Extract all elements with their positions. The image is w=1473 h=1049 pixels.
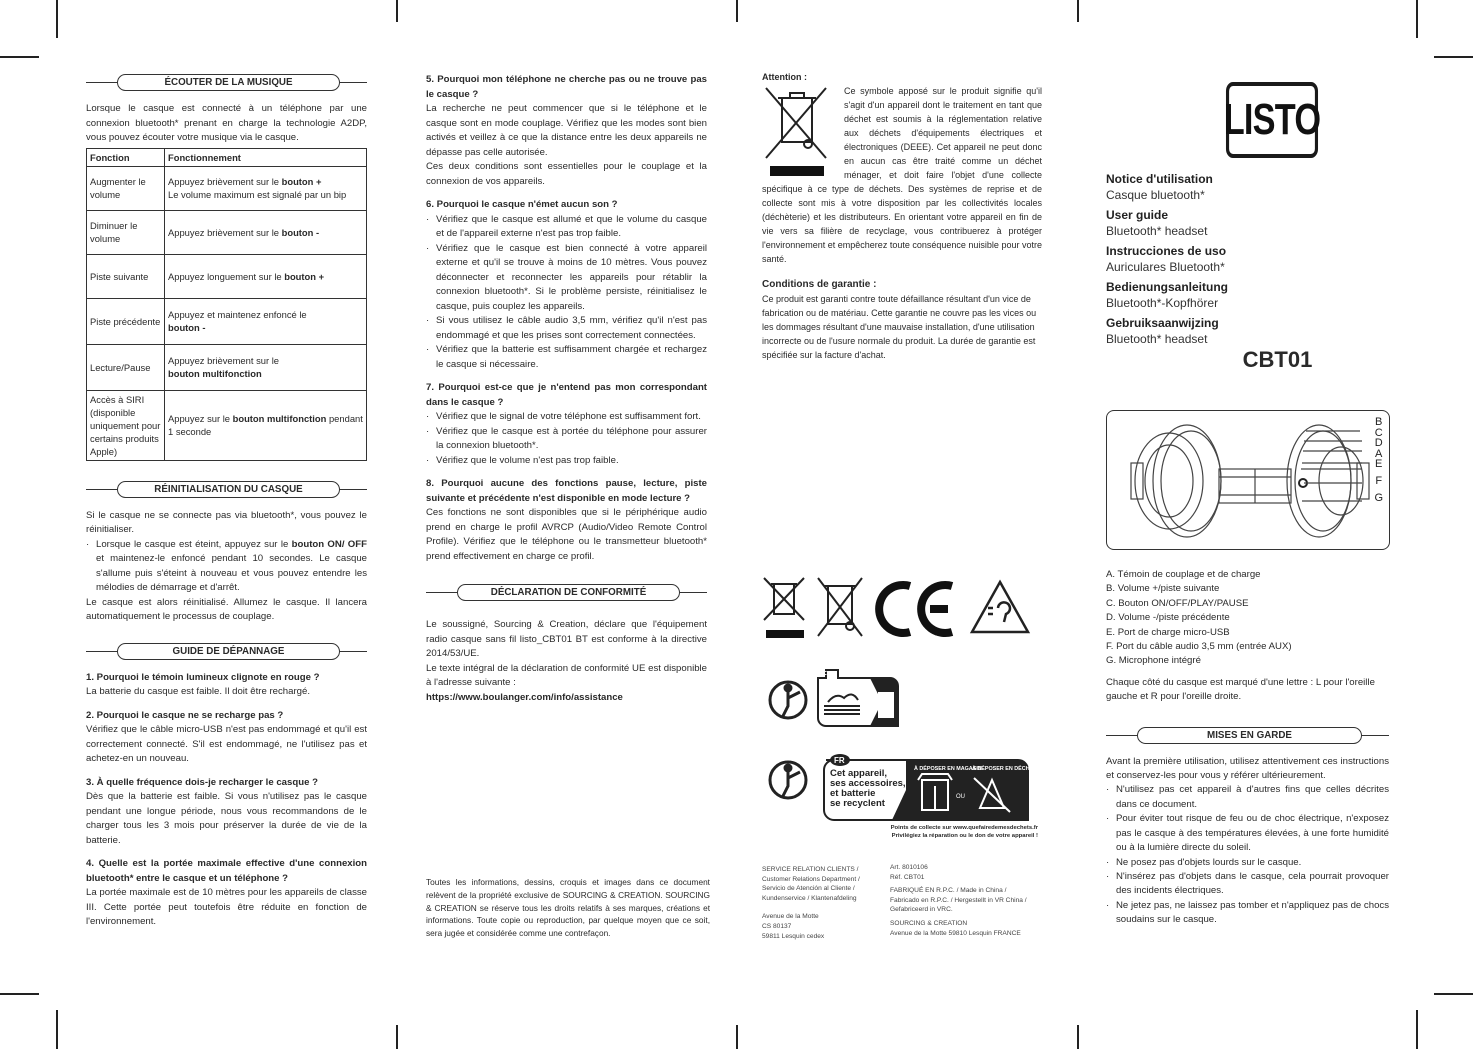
faq-bullet: · Vérifiez que le signal de votre téléphone est suffisamment fort.	[426, 410, 707, 425]
crop-mark	[0, 56, 39, 58]
crop-mark	[736, 1025, 738, 1049]
faq-bullet: · Vérifiez que le casque est allumé et que le volume du casque et de l'appareil externe n'est pas trop faible.	[426, 213, 707, 242]
warning-bullet: · N'insérez pas d'objets dans le casque, cela pourrait provoquer des incidents électriques.	[1106, 870, 1389, 899]
faq-item	[86, 776, 367, 849]
table-header: Fonction	[87, 148, 165, 166]
recycle-footer-line: Points de collecte sur www.quefairedemesdechets.fr	[890, 825, 1038, 831]
guide-title: Bedienungsanleitung	[1106, 280, 1229, 294]
crop-mark	[736, 0, 738, 22]
table-cell-function: Lecture/Pause	[87, 344, 165, 390]
legend-item: E. Port de charge micro-USB	[1106, 626, 1230, 638]
recycle-line: Cet appareil,	[830, 768, 888, 779]
reset-intro: Si le casque ne se connecte pas via bluetooth*, vous pouvez le réinitialiser.	[86, 509, 367, 535]
table-cell-function: Piste suivante	[87, 254, 165, 298]
function-table	[86, 148, 367, 461]
cell-bold: bouton multifonction	[232, 413, 327, 424]
diagram-label: B	[1375, 416, 1383, 428]
recycle-line: se recyclent	[830, 798, 885, 809]
crop-mark	[396, 1025, 398, 1049]
reference-number: Réf. CBT01	[890, 873, 925, 881]
crop-mark	[1434, 993, 1473, 995]
faq-item	[86, 671, 367, 700]
attention-text: Ce symbole apposé sur le produit signifie qu'il s'agit d'un appareil dont le traitement en tant que déchet est soumis à la réglementation relative aux déchets d'équipements électriques et électroniques (DEEE). Cet appareil ne peut donc en aucun cas être traité comme un déchet ménager, et doit faire l'objet d'une collecte spécifique à ce type de déchets. Des systèmes de reprise et de collecte sont mis à votre disposition par les collectivités locales (déchèterie) et les distributeurs. En orientant votre appareil en fin de vie vers sa filière de recyclage, vous contribuerez à protéger l'environnement et empêcherez toute conséquence nuisible pour votre santé.	[762, 86, 1042, 264]
diagram-label: F	[1375, 474, 1383, 487]
faq-question: 3. À quelle fréquence dois-je recharger le casque ?	[86, 776, 318, 788]
table-row	[87, 254, 367, 298]
conformity-text: Le texte intégral de la déclaration de conformité UE est disponible à l'adresse suivante :	[426, 662, 707, 688]
table-cell-function: Augmenter le volume	[87, 166, 165, 210]
legend-item: G. Microphone intégré	[1106, 655, 1201, 667]
customer-service	[762, 865, 882, 941]
triman-logo-packaging	[766, 666, 926, 730]
product-info	[890, 863, 1045, 938]
table-header: Fonctionnement	[165, 148, 367, 166]
column-1	[86, 70, 367, 930]
column-2	[426, 70, 707, 705]
cell-extra: Le volume maximum est signalé par un bip	[168, 189, 347, 200]
conformity-url[interactable]: https://www.boulanger.com/info/assistance	[426, 691, 623, 703]
guide-subtitle: Auriculares Bluetooth*	[1106, 259, 1225, 274]
section-heading-warnings: MISES EN GARDE	[1106, 727, 1389, 745]
cell-bold: bouton +	[281, 176, 322, 187]
crop-mark	[1416, 0, 1418, 38]
section-heading-conformity: DÉCLARATION DE CONFORMITÉ	[426, 584, 707, 602]
guide-title: User guide	[1106, 208, 1169, 222]
guide-subtitle: Bluetooth* headset	[1106, 331, 1208, 346]
model-number: CBT01	[1242, 347, 1313, 372]
cell-bold: bouton -	[168, 322, 206, 333]
table-row	[87, 344, 367, 390]
diagram-label: G	[1374, 491, 1383, 504]
warning-bullet: · Ne posez pas d'objets lourds sur le casque.	[1106, 856, 1389, 870]
paper-stack-icon	[824, 694, 860, 714]
cell-text: Appuyez longuement sur le	[168, 270, 285, 282]
listo-logo: LISTO	[1225, 82, 1317, 158]
faq-answer: La batterie du casque est faible. Il doit être rechargé.	[86, 686, 310, 697]
hearing-warning-icon	[972, 582, 1028, 632]
sides-note: Chaque côté du casque est marqué d'une lettre : L pour l'oreille gauche et R pour l'oreille droite.	[1106, 676, 1375, 703]
column-4	[1106, 72, 1389, 372]
faq-answer: La portée maximale est de 10 mètres pour les appareils de classe III. Cette portée peut toutefois être réduite en fonction de l'environnement.	[86, 887, 367, 927]
table-cell-operation	[165, 254, 367, 298]
address-line: CS 80137	[762, 922, 792, 930]
faq-answer: La recherche ne peut commencer que si le téléphone et le casque sont en mode couplage. Vérifiez que les modes sont bien activés et veillez à ce que la distance entre les deux appareils ne dépasse pas celle autorisée.	[426, 103, 707, 158]
faq-question: 6. Pourquoi le casque n'émet aucun son ?	[426, 199, 618, 210]
table-row	[87, 166, 367, 210]
table-cell-function: Piste précédente	[87, 298, 165, 344]
weee-bar	[766, 630, 804, 638]
weee-bin-icon	[762, 86, 836, 182]
cell-bold: bouton -	[281, 226, 320, 238]
warning-bullet: · Pour éviter tout risque de feu ou de choc électrique, n'exposez pas le casque à des températures élevées, à une forte humidité ou à la lumière directe du soleil.	[1106, 812, 1389, 855]
guide-subtitle: Bluetooth*-Kopfhörer	[1106, 295, 1219, 310]
cell-bold: bouton multifonction	[168, 368, 262, 379]
service-line: Kundenservice / Klantenafdeling	[762, 894, 857, 902]
copyright-notice: Toutes les informations, dessins, croquis et images dans ce document relèvent de la propriété exclusive de SOURCING & CREATION. SOURCING & CREATION se réserve tous les droits relatifs à ses marques, créations et informations. Toute copie ou reproduction, par quelque moyen que ce soit, sera jugée et considérée comme une contrefaçon.	[426, 877, 710, 939]
address-line: 59811 Lesquin cedex	[762, 932, 825, 940]
reset-outro: Le casque est alors réinitialisé. Allumez le casque. Il lancera automatiquement le processus de couplage.	[86, 596, 367, 622]
made-in-line: Fabricado en R.P.C. / Hergestellt in VR China /	[890, 896, 1027, 904]
store-label: À DÉPOSER EN MAGASIN	[914, 766, 982, 772]
headset-diagram	[1106, 410, 1390, 550]
cell-text: Appuyez brièvement sur le	[168, 355, 279, 366]
weee-bar-icon	[764, 578, 804, 620]
faq-question: 4. Quelle est la portée maximale effective d'une connexion bluetooth* entre le casque et un téléphone ?	[86, 858, 367, 884]
cell-text: Appuyez brièvement sur le	[168, 226, 282, 238]
cell-text: Appuyez et maintenez enfoncé le	[168, 309, 307, 320]
faq-bullet: · Vérifiez que le casque est bien connecté à votre appareil externe et qu'il se trouve à moins de 10 mètres. Vous pouvez déconnecter et reconnecter les appareils pour rétablir la connexion bluetooth*. Si le problème persiste, réinitialisez le casque, puis couplez les appareils.	[426, 242, 707, 315]
service-line: Servicio de Atención al Cliente /	[762, 885, 855, 893]
crop-mark	[56, 1010, 58, 1049]
diagram-label: E	[1375, 458, 1383, 471]
diagram-legend	[1106, 568, 1389, 928]
dump-label: À DÉPOSER EN DÉCHÈTERIE	[972, 766, 1049, 772]
recycle-footer	[850, 824, 1038, 840]
made-in-line: FABRIQUÉ EN R.P.C. / Made in China /	[890, 887, 1007, 895]
faq-item	[86, 709, 367, 767]
service-line: Customer Relations Department /	[762, 875, 860, 883]
article-number: Art. 8010106	[890, 864, 928, 871]
triman-icon	[770, 762, 806, 798]
weee-icon	[818, 578, 862, 636]
legend-item: F. Port du câble audio 3,5 mm (entrée AUX)	[1106, 641, 1292, 653]
crop-mark	[56, 0, 58, 38]
table-cell-operation	[165, 166, 367, 210]
crop-mark	[396, 0, 398, 22]
table-cell-operation	[165, 298, 367, 344]
cell-text: Appuyez sur le	[168, 413, 233, 424]
faq-question: 2. Pourquoi le casque ne se recharge pas ?	[86, 709, 284, 721]
diagram-labels	[1374, 417, 1383, 503]
company-name: SOURCING & CREATION	[890, 919, 968, 927]
table-cell-function: Diminuer le volume	[87, 210, 165, 254]
triman-logo-device	[766, 752, 1049, 842]
table-cell-operation	[165, 390, 367, 460]
recycling-bin-icon	[878, 692, 894, 718]
compliance-icons	[762, 576, 1042, 640]
legend-item: B. Volume +/piste suivante	[1106, 583, 1220, 595]
table-row	[87, 210, 367, 254]
table-cell-operation	[165, 344, 367, 390]
recycle-footer-line: Privilégiez la réparation ou le don de votre appareil !	[891, 833, 1038, 839]
faq-question: 8. Pourquoi aucune des fonctions pause, lecture, piste suivante et précédente n'est disponible en mode lecture ?	[426, 478, 707, 504]
table-cell-function: Accès à SIRI (disponible uniquement pour certains produits Apple)	[87, 390, 165, 460]
faq-answer: Vérifiez que le câble micro-USB n'est pas endommagé et qu'il est correctement connecté. S'il est endommagé, ne l'utilisez pas et achetez-en un nouveau.	[86, 724, 367, 764]
crop-mark	[1077, 1025, 1079, 1049]
warning-bullet: · N'utilisez pas cet appareil à d'autres fins que celles décrites dans ce document.	[1106, 783, 1389, 812]
crop-mark	[0, 993, 39, 995]
section-heading-troubleshooting: GUIDE DE DÉPANNAGE	[86, 643, 367, 661]
cell-text: Appuyez brièvement sur le	[168, 176, 282, 187]
warranty-text: Ce produit est garanti contre toute défaillance résultant d'un vice de fabrication ou de matériau. Cette garantie ne couvre pas les vices ou les dommages résultant d'une mauvaise installation, d'une utilisation incorrecte ou de l'usure normale du produit. La durée de garantie est spécifiée sur la facture d'achat.	[762, 294, 1037, 360]
warning-bullet: · Ne jetez pas, ne laissez pas tomber et n'appliquez pas de chocs soudains sur le casque.	[1106, 899, 1389, 928]
faq-bullet: · Vérifiez que la batterie est suffisamment chargée et rechargez le casque si nécessaire.	[426, 343, 707, 372]
bullet-text: et maintenez-le enfoncé pendant 10 secondes. Le casque s'allume puis s'éteint à nouveau et vous pouvez entendre les mélodies de démarrage et d'arrêt.	[96, 553, 367, 593]
company-address: Avenue de la Motte 59810 Lesquin FRANCE	[890, 929, 1021, 937]
headphones-icon	[1107, 411, 1389, 549]
faq-item	[86, 857, 367, 930]
recycle-line: ses accessoires,	[830, 778, 906, 789]
triman-badge: FR	[822, 670, 833, 679]
crop-mark	[1434, 56, 1473, 58]
ce-mark-icon	[879, 585, 952, 633]
service-line: SERVICE RELATION CLIENTS /	[762, 866, 859, 873]
table-cell-operation	[165, 210, 367, 254]
bullet-bold: bouton ON/ OFF	[291, 538, 367, 550]
diagram-label: C	[1374, 426, 1383, 439]
warnings-intro: Avant la première utilisation, utilisez attentivement ces instructions et conservez-les pour vous y référer ultérieurement.	[1106, 755, 1389, 782]
reset-bullet	[86, 538, 367, 596]
legend-item: A. Témoin de couplage et de charge	[1106, 569, 1261, 580]
cell-text: pendant 1 seconde	[168, 413, 363, 437]
crop-mark	[1077, 0, 1079, 22]
legend-item: C. Bouton ON/OFF/PLAY/PAUSE	[1106, 597, 1249, 609]
guide-subtitle: Bluetooth* headset	[1106, 223, 1208, 238]
faq-answer: Ces deux conditions sont essentielles pour le couplage et la connexion de vos appareils.	[426, 161, 707, 187]
faq-answer: Ces fonctions ne sont disponibles que si le périphérique audio prend en charge le profil AVRCP (Audio/Video Remote Control Profile). Vérifiez que le téléphone ou le transmetteur bluetooth* prend effectivement en charge ce profil.	[426, 507, 707, 562]
section-heading-reset: RÉINITIALISATION DU CASQUE	[86, 481, 367, 499]
or-label: OU	[956, 794, 965, 800]
diagram-label: D	[1374, 437, 1383, 450]
faq-question: 5. Pourquoi mon téléphone ne cherche pas ou ne trouve pas le casque ?	[426, 74, 707, 100]
cell-bold: bouton +	[284, 270, 325, 282]
attention-title: Attention :	[762, 72, 807, 82]
column-3	[762, 70, 1042, 362]
faq-bullet: · Si vous utilisez le câble audio 3,5 mm, vérifiez qu'il n'est pas endommagé et que les prises sont correctement connectées.	[426, 314, 707, 343]
guide-title: Instrucciones de uso	[1106, 244, 1227, 258]
bullet-text: Lorsque le casque est éteint, appuyez sur le	[96, 538, 292, 550]
table-row	[87, 390, 367, 460]
triman-badge: FR	[834, 756, 845, 765]
guide-title: Gebruiksaanwijzing	[1106, 316, 1219, 330]
music-intro: Lorsque le casque est connecté à un téléphone par une connexion bluetooth* prenant en charge la technologie A2DP, vous pouvez écouter votre musique via le casque.	[86, 103, 367, 143]
faq-question: 7. Pourquoi est-ce que je n'entend pas mon correspondant dans le casque ?	[426, 382, 707, 408]
section-heading-music: ÉCOUTER DE LA MUSIQUE	[86, 74, 367, 92]
triman-icon	[770, 682, 806, 718]
recycle-line: et batterie	[830, 788, 876, 799]
warranty-title: Conditions de garantie :	[762, 279, 877, 290]
guide-subtitle: Casque bluetooth*	[1106, 187, 1205, 202]
faq-bullet: · Vérifiez que le volume n'est pas trop faible.	[426, 454, 707, 469]
address-line: Avenue de la Motte	[762, 913, 819, 921]
diagram-label: A	[1375, 447, 1383, 460]
faq-answer: Dès que la batterie est faible. Si vous n'utilisez pas le casque pendant une longue période, nous vous recommandons de le charger tous les 3 mois pour préserver la durée de vie de la batterie.	[86, 791, 367, 846]
crop-mark	[1416, 1010, 1418, 1049]
legend-item: D. Volume -/piste précédente	[1106, 612, 1230, 624]
faq-question: 1. Pourquoi le témoin lumineux clignote en rouge ?	[86, 671, 320, 683]
guide-titles	[1106, 172, 1389, 347]
table-row	[87, 298, 367, 344]
faq-bullet: · Vérifiez que le casque est à portée du téléphone pour assurer la connexion bluetooth*.	[426, 425, 707, 454]
guide-title: Notice d'utilisation	[1106, 172, 1213, 186]
conformity-text: Le soussigné, Sourcing & Creation, déclare que l'équipement radio casque sans fil listo_CBT01 BT est conforme à la directive 2014/53/UE.	[426, 619, 707, 659]
made-in-line: Gefabriceerd in VRC.	[890, 906, 953, 914]
table-header-row	[87, 148, 367, 166]
